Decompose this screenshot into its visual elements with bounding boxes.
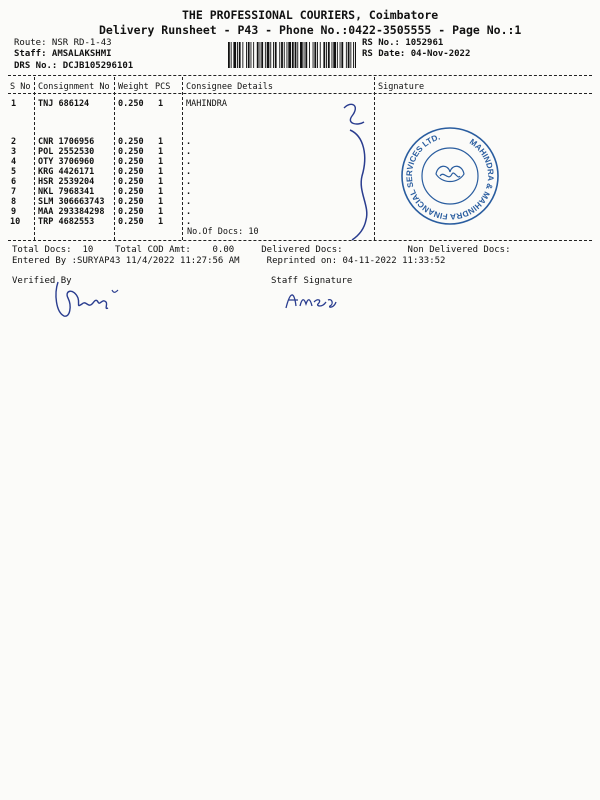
header-bottom-rule — [8, 93, 592, 94]
row-pcs: 1 — [158, 157, 164, 167]
staff-label: Staff: AMSALAKSHMI — [14, 49, 112, 59]
column-divider — [34, 77, 35, 240]
row-weight: 0.250 — [118, 167, 144, 177]
row-pcs: 1 — [158, 217, 164, 227]
row-consignee: MAHINDRA — [186, 99, 227, 109]
row-sno: 1 — [11, 99, 17, 109]
row-pcs: 1 — [158, 147, 164, 157]
row-consignee: . — [186, 217, 192, 227]
table-bottom-rule — [8, 240, 592, 241]
row-consignee: . — [186, 157, 192, 167]
row-consignee: . — [186, 197, 192, 207]
company-seal-stamp — [398, 124, 502, 228]
row-weight: 0.250 — [118, 187, 144, 197]
row-consignee: . — [186, 207, 192, 217]
totals-line: Total Docs: 10 Total COD Amt: 0.00 Delivered Docs: Non Delivered Docs: — [12, 245, 511, 255]
row-weight: 0.250 — [118, 147, 144, 157]
row-consignee: . — [186, 137, 192, 147]
row-pcs: 1 — [158, 167, 164, 177]
row-consignment: HSR 2539204 — [38, 177, 95, 187]
column-divider — [182, 77, 183, 240]
drs-number: DRS No.: DCJB105296101 — [14, 61, 134, 71]
row-pcs: 1 — [158, 197, 164, 207]
row-consignment: SLM 306663743 — [38, 197, 105, 207]
staff-signature — [282, 288, 338, 312]
row-consignment: NKL 7968341 — [38, 187, 95, 197]
row-consignment: TNJ 686124 — [38, 99, 90, 109]
no-of-docs: No.Of Docs: 10 — [187, 227, 259, 237]
column-header-pcs: PCS — [155, 82, 171, 92]
row-sno: 2 — [11, 137, 17, 147]
column-header-weight: Weight — [118, 82, 149, 92]
row-weight: 0.250 — [118, 99, 144, 109]
runsheet-title: Delivery Runsheet - P43 - Phone No.:0422-3505555 - Page No.:1 — [99, 23, 522, 37]
row-sno: 9 — [11, 207, 17, 217]
entered-by-line: Entered By :SURYAP43 11/4/2022 11:27:56 AM Reprinted on: 04-11-2022 11:33:52 — [12, 256, 446, 266]
row-sno: 10 — [10, 217, 21, 227]
row-pcs: 1 — [158, 177, 164, 187]
column-header-consignee: Consignee Details — [186, 82, 273, 92]
row-weight: 0.250 — [118, 157, 144, 167]
row-pcs: 1 — [158, 207, 164, 217]
row-consignment: MAA 293384298 — [38, 207, 105, 217]
row-sno: 4 — [11, 157, 17, 167]
row-consignee: . — [186, 177, 192, 187]
row-consignee: . — [186, 167, 192, 177]
row-consignment: POL 2552530 — [38, 147, 95, 157]
row-sno: 3 — [11, 147, 17, 157]
row-weight: 0.250 — [118, 177, 144, 187]
rs-date: RS Date: 04-Nov-2022 — [362, 49, 471, 59]
barcode — [228, 42, 356, 68]
row-weight: 0.250 — [118, 217, 144, 227]
row-consignment: OTY 3706960 — [38, 157, 95, 167]
row-weight: 0.250 — [118, 197, 144, 207]
column-header-signature: Signature — [378, 82, 425, 92]
rs-number: RS No.: 1052961 — [362, 38, 444, 48]
column-header-sno: S No — [10, 82, 31, 92]
column-divider — [114, 77, 115, 240]
row-sno: 7 — [11, 187, 17, 197]
row-consignment: CNR 1706956 — [38, 137, 95, 147]
company-title: THE PROFESSIONAL COURIERS, Coimbatore — [182, 8, 439, 22]
row-consignment: KRG 4426171 — [38, 167, 95, 177]
staff-signature-label: Staff Signature — [271, 276, 353, 286]
row-sno: 8 — [11, 197, 17, 207]
row-pcs: 1 — [158, 99, 164, 109]
row-consignee: . — [186, 187, 192, 197]
row-sno: 5 — [11, 167, 17, 177]
route-label: Route: NSR RD-1-43 — [14, 38, 112, 48]
column-header-consignment: Consignment No — [38, 82, 110, 92]
row-weight: 0.250 — [118, 137, 144, 147]
row-weight: 0.250 — [118, 207, 144, 217]
verified-by-signature — [52, 278, 122, 322]
row-pcs: 1 — [158, 137, 164, 147]
row-consignment: TRP 4682553 — [38, 217, 95, 227]
row-pcs: 1 — [158, 187, 164, 197]
row-consignee: . — [186, 147, 192, 157]
verified-by-label: Verified By — [12, 276, 72, 286]
table-top-rule — [8, 75, 592, 76]
handwritten-bracket-mark — [330, 96, 380, 244]
row-sno: 6 — [11, 177, 17, 187]
svg-text:MAHINDRA & MAHINDRA FINANCIAL: MAHINDRA & MAHINDRA FINANCIAL SERVICES LTD. — [404, 132, 496, 222]
